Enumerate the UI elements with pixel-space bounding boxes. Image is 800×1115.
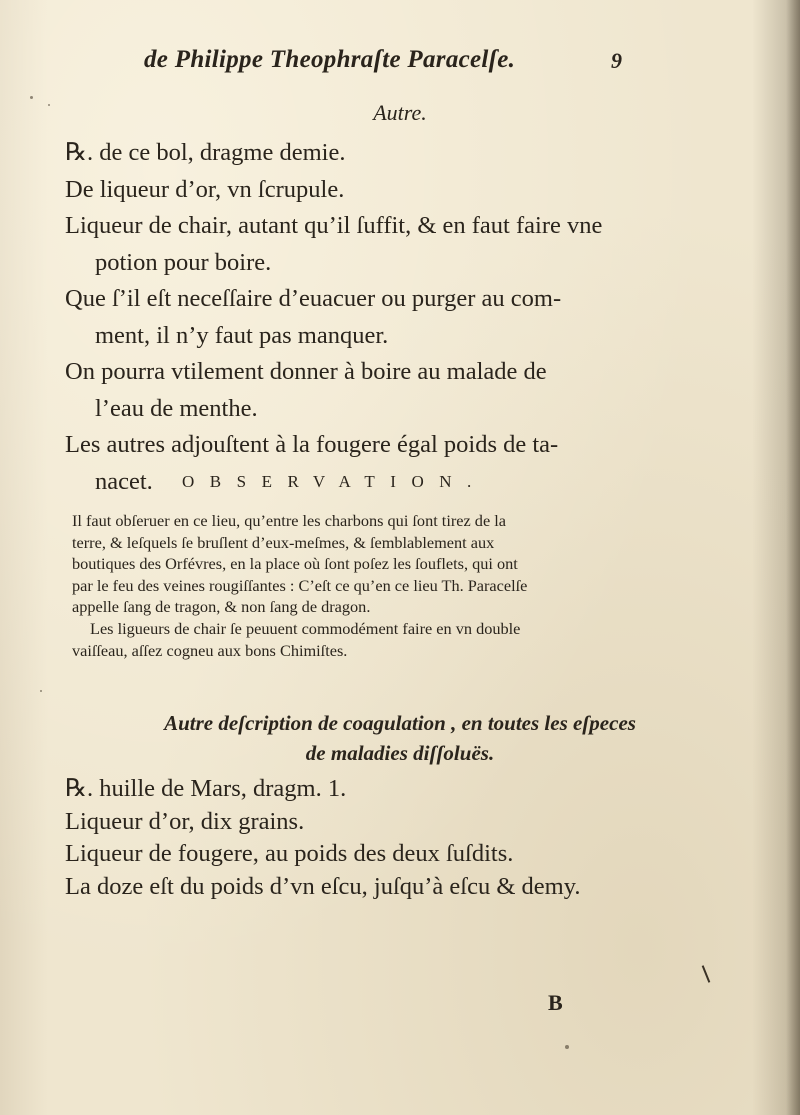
recipe-line: La doze eſt du poids d’vn eſcu, juſqu’à eſcu & demy.: [65, 872, 581, 900]
section-title-coagulation: [0, 708, 800, 768]
observation-body: [72, 510, 762, 661]
paper-speck: [40, 690, 42, 692]
recipe-line: ℞. huille de Mars, dragm. 1.: [65, 775, 347, 802]
signature-mark: B: [548, 990, 563, 1015]
observation-heading: OBSERVATION.: [182, 472, 487, 491]
recipe-line: potion pour boire.: [95, 248, 272, 276]
recipe-line: Liqueur de chair, autant qu’il ſuffit, & en faut faire vne: [65, 212, 603, 239]
observation-line: boutiques des Orfévres, en la place où ſont poſez les ſouflets, qui ont: [72, 554, 518, 574]
observation-line: par le feu des veines rougiſſantes : C’eſt ce qu’en ce lieu Th. Paracelſe: [72, 575, 528, 595]
recipe-second: [65, 773, 765, 903]
page-header: [120, 44, 660, 84]
stray-ink-mark: [702, 965, 711, 982]
recipe-line: De liqueur d’or, vn ſcrupule.: [65, 175, 345, 203]
recipe-line: Que ſ’il eſt neceſſaire d’euacuer ou purger au com-: [65, 285, 562, 312]
recipe-line: ℞. de ce bol, dragme demie.: [65, 139, 346, 166]
paper-speck: [565, 1045, 569, 1049]
recipe-first: [65, 135, 755, 500]
section-title-line: de maladies diſſoluës.: [305, 741, 495, 765]
section-title-autre: Autre.: [373, 100, 427, 125]
page-number: 9: [611, 48, 622, 73]
recipe-line: Liqueur de fougere, au poids des deux ſuſdits.: [65, 840, 514, 867]
observation-line: Il faut obſeruer en ce lieu, qu’entre les charbons qui ſont tirez de la: [72, 511, 506, 530]
observation-line: vaiſſeau, aſſez cogneu aux bons Chimiſtes.: [72, 640, 348, 660]
running-head: de Philippe Theophraſte Paracelſe.: [144, 46, 516, 73]
section-title-line: Autre deſcription de coagulation , en toutes les eſpeces: [164, 711, 636, 735]
observation-line: appelle ſang de tragon, & non ſang de dragon.: [72, 597, 371, 617]
recipe-line: nacet.: [95, 467, 153, 495]
observation-line: Les ligueurs de chair ſe peuuent commodément faire en vn double: [90, 618, 521, 638]
recipe-line: Liqueur d’or, dix grains.: [65, 807, 305, 835]
recipe-line: Les autres adjouſtent à la fougere égal poids de ta-: [65, 431, 559, 458]
recipe-line: l’eau de menthe.: [95, 394, 258, 422]
paper-speck: [48, 104, 50, 106]
page-edge-shadow: [786, 0, 800, 1115]
observation-line: terre, & leſquels ſe bruſlent d’eux-meſmes, & ſemblablement aux: [72, 532, 495, 552]
recipe-line: On pourra vtilement donner à boire au malade de: [65, 358, 547, 385]
paper-speck: [30, 96, 33, 99]
recipe-line: ment, il n’y faut pas manquer.: [95, 321, 389, 349]
